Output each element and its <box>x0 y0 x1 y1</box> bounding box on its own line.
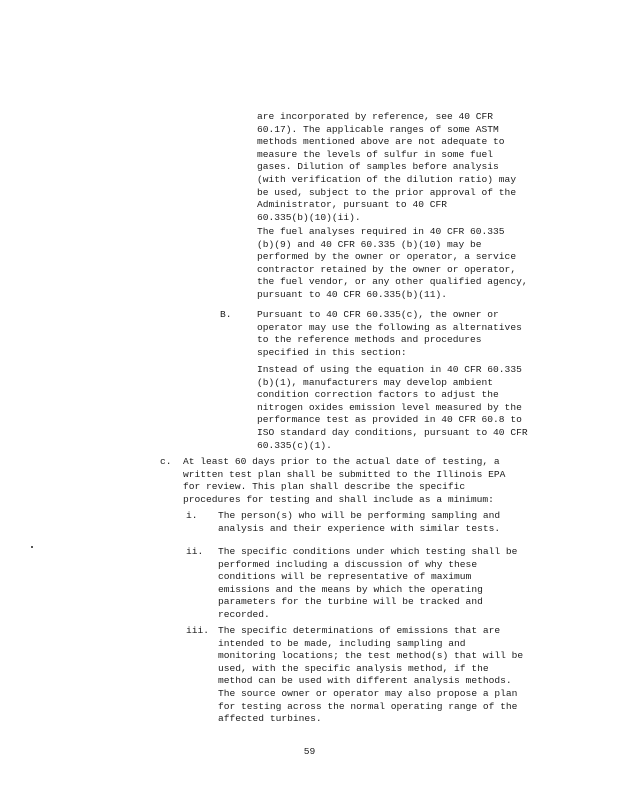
subitem-i-text: The person(s) who will be performing sampling and analysis and their experience with similar tests. <box>218 510 501 534</box>
page-number: 59 <box>303 746 316 757</box>
subitem-i-label: i. <box>186 510 198 521</box>
subitem-ii-label: ii. <box>186 546 204 557</box>
continuation-paragraph: are incorporated by reference, see 40 CFR 60.17). The applicable ranges of some ASTM methods mentioned above are not adequate to measure the levels of sulfur in some fuel gases. Dilution of samples before analysis (with verification of the dilution ratio) may be used, subject to the prior approval of the Administrator, pursuant to 40 CFR 60.335(b)(10)(ii). <box>257 111 517 223</box>
item-c-text: At least 60 days prior to the actual date of testing, a written test plan shall be submitted to the Illinois EPA for review. This plan shall describe the specific procedures for testing and shall include as a minimum: <box>183 456 506 505</box>
item-c-label: c. <box>160 456 172 467</box>
subitem-iii-label: iii. <box>186 625 210 636</box>
item-b-label: B. <box>220 309 232 320</box>
subitem-iii-text: The specific determinations of emissions that are intended to be made, including sampling and monitoring locations; the test method(s) that will be used, with the specific analysis method, if the method can be used with different analysis methods. The source owner or operator may also propose a plan for testing across the normal operating range of the affected turbines. <box>218 625 524 725</box>
fuel-analyses-paragraph: The fuel analyses required in 40 CFR 60.335 (b)(9) and 40 CFR 60.335 (b)(10) may be performed by the owner or operator, a service contractor retained by the owner or operator, the fuel vendor, or any other qualified agency, pursuant to 40 CFR 60.335(b)(11). <box>257 226 528 300</box>
scan-speck <box>31 546 33 548</box>
item-b-sub-paragraph: Instead of using the equation in 40 CFR 60.335 (b)(1), manufacturers may develop ambient condition correction factors to adjust the nitrogen oxides emission level measured by the performance test as provided in 40 CFR 60.8 to ISO standard day conditions, pursuant to 40 CFR 60.335(c)(1). <box>257 364 528 451</box>
item-b-text: Pursuant to 40 CFR 60.335(c), the owner or operator may use the following as alternatives to the reference methods and procedures specified in this section: <box>257 309 522 358</box>
subitem-ii-text: The specific conditions under which testing shall be performed including a discussion of why these conditions will be representative of maximum emissions and the means by which the operating parameters for the turbine will be tracked and recorded. <box>218 546 518 620</box>
